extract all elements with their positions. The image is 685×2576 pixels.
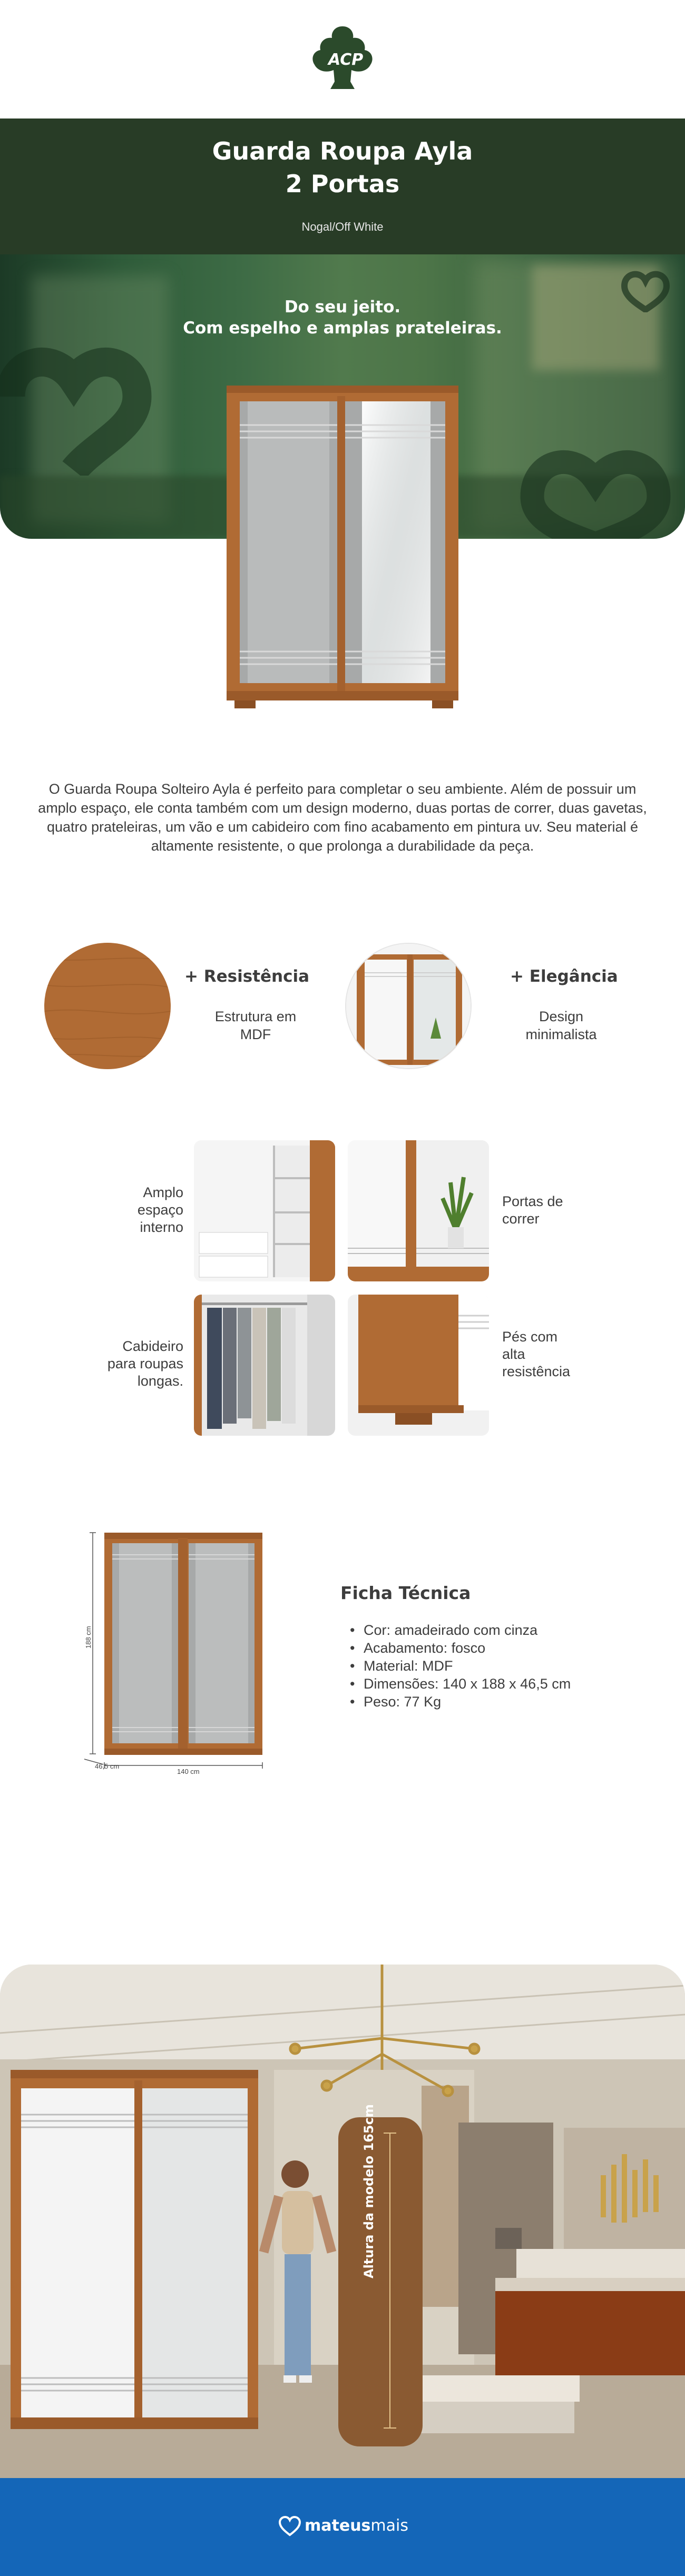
hero-headline-line2: Com espelho e amplas prateleiras. bbox=[183, 319, 502, 338]
tech-item: • Material: MDF bbox=[350, 1657, 571, 1675]
heart-decoration-icon bbox=[0, 318, 158, 476]
model-height-label: Altura da modelo 165cm bbox=[361, 2104, 376, 2278]
feature-text-line: Estrutura em bbox=[214, 1009, 297, 1024]
room-scene-photo bbox=[0, 1965, 685, 2478]
wardrobe-dimension-drawing bbox=[83, 1527, 268, 1780]
label-line: para roupas bbox=[107, 1356, 183, 1371]
heart-logo-icon bbox=[278, 2516, 301, 2537]
label-line: Amplo bbox=[143, 1185, 183, 1200]
clothes-rack-photo bbox=[194, 1295, 335, 1436]
tech-item: • Cor: amadeirado com cinza bbox=[350, 1621, 571, 1639]
hero-headline bbox=[0, 297, 685, 339]
wardrobe-feet-photo bbox=[348, 1295, 489, 1436]
tech-sheet-list bbox=[350, 1621, 571, 1711]
feature-text-line: MDF bbox=[240, 1027, 271, 1042]
wardrobe-product-image bbox=[224, 380, 461, 712]
label-clothes-rack bbox=[74, 1338, 183, 1390]
wood-texture-image bbox=[44, 943, 171, 1069]
logo-text: ACP bbox=[328, 51, 364, 69]
feature-title-resistance: + Resistência bbox=[184, 967, 310, 986]
label-line: Portas de bbox=[502, 1193, 563, 1209]
label-line: correr bbox=[502, 1211, 540, 1227]
dimension-depth-label: 46,5 cm bbox=[95, 1762, 120, 1770]
label-line: alta bbox=[502, 1346, 525, 1362]
tech-item: • Dimensões: 140 x 188 x 46,5 cm bbox=[350, 1675, 571, 1693]
dimension-width-label: 140 cm bbox=[177, 1768, 200, 1775]
hero-headline-line1: Do seu jeito. bbox=[284, 298, 401, 317]
acp-tree-logo-icon bbox=[307, 24, 378, 92]
heart-decoration-icon bbox=[516, 428, 674, 539]
footer-bar bbox=[0, 2478, 685, 2576]
dimension-height-label: 188 cm bbox=[84, 1626, 92, 1649]
feature-text-elegance bbox=[493, 1008, 630, 1043]
sliding-doors-photo bbox=[348, 1140, 489, 1281]
brand-bold: mateus bbox=[305, 2516, 371, 2535]
label-interior-space bbox=[74, 1184, 183, 1236]
tech-item: • Acabamento: fosco bbox=[350, 1639, 571, 1657]
product-title-line2: 2 Portas bbox=[285, 170, 400, 198]
brand-light: mais bbox=[370, 2516, 408, 2535]
feature-title-elegance: + Elegância bbox=[510, 967, 618, 986]
label-line: longas. bbox=[137, 1373, 183, 1389]
label-sliding-doors bbox=[502, 1193, 608, 1228]
logo-area bbox=[0, 0, 685, 119]
label-resistant-feet bbox=[502, 1328, 608, 1380]
footer-brand bbox=[305, 2516, 408, 2535]
product-description: O Guarda Roupa Solteiro Ayla é perfeito para completar o seu ambiente. Além de possuir um amplo espaço, ele conta também com um design moderno, duas portas de correr, duas gavetas, quatro prateleiras, um vão e um cabideiro com fino acabamento em pintura uv. Seu material é altamente resistente, o que prolonga a durabilidade da peça. bbox=[38, 781, 647, 854]
wardrobe-design-image bbox=[345, 943, 472, 1069]
label-line: resistência bbox=[502, 1364, 571, 1379]
product-title: Guarda Roupa Ayla bbox=[212, 137, 473, 165]
tech-item: • Peso: 77 Kg bbox=[350, 1693, 571, 1711]
label-line: interno bbox=[140, 1219, 183, 1235]
label-line: Cabideiro bbox=[122, 1338, 183, 1354]
label-line: espaço bbox=[137, 1202, 183, 1218]
feature-text-resistance bbox=[182, 1008, 329, 1043]
label-line: Pés com bbox=[502, 1329, 558, 1345]
feature-text-line: minimalista bbox=[525, 1027, 597, 1042]
tech-sheet-title: Ficha Técnica bbox=[340, 1583, 471, 1603]
feature-text-line: Design bbox=[539, 1009, 584, 1024]
title-band bbox=[0, 119, 685, 254]
product-color: Nogal/Off White bbox=[301, 220, 384, 233]
interior-shelves-photo bbox=[194, 1140, 335, 1281]
